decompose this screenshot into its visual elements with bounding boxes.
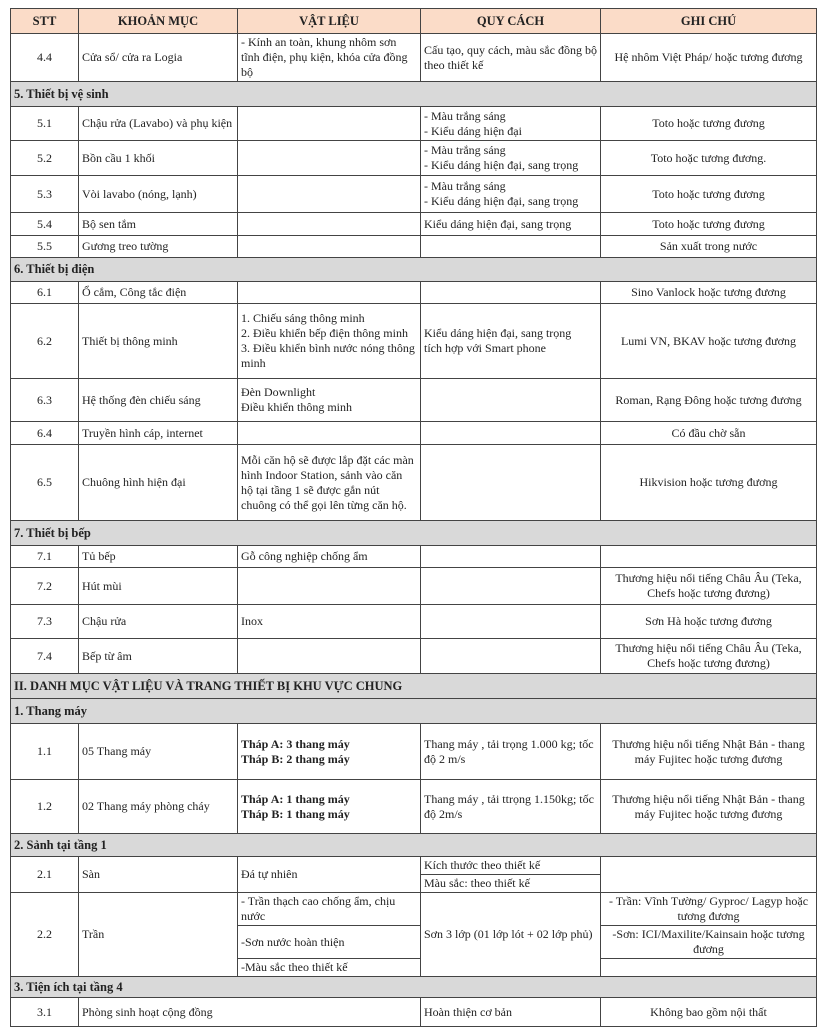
table-row (11, 141, 817, 176)
spec-line: - Kiểu dáng hiện đại, sang trọng (424, 194, 579, 208)
cell-stt: 3.1 (11, 998, 79, 1027)
cell-stt: 6.1 (11, 282, 79, 304)
cell-note: Toto hoặc tương đương (601, 213, 817, 236)
material-line: Tháp A: 1 thang máy (241, 791, 350, 806)
material-line: Đèn Downlight (241, 385, 316, 399)
cell-item: Chậu rửa (Lavabo) và phụ kiện (79, 107, 238, 141)
cell-note: Thương hiệu nổi tiếng Nhật Bản - thang máy Fujitec hoặc tương đương (601, 724, 817, 780)
table-row (11, 857, 817, 875)
cell-spec: Cấu tạo, quy cách, màu sắc đồng bộ theo thiết kế (421, 34, 601, 82)
cell-item: Trần (79, 893, 238, 977)
table-row (11, 780, 817, 834)
material-line: 3. Điều khiển bình nước nóng thông minh (241, 341, 415, 370)
cell-note: Toto hoặc tương đương (601, 107, 817, 141)
cell-spec (421, 141, 601, 176)
cell-item: Hút mùi (79, 568, 238, 605)
cell-spec (421, 445, 601, 521)
table-row (11, 568, 817, 605)
cell-stt: 6.2 (11, 304, 79, 379)
cell-note: Hikvision hoặc tương đương (601, 445, 817, 521)
cell-spec: Màu sắc: theo thiết kế (421, 875, 601, 893)
cell-item: 05 Thang máy (79, 724, 238, 780)
cell-note: Lumi VN, BKAV hoặc tương đương (601, 304, 817, 379)
cell-spec (421, 422, 601, 445)
cell-material (238, 422, 421, 445)
cell-note (601, 546, 817, 568)
cell-item: Hệ thống đèn chiếu sáng (79, 379, 238, 422)
cell-stt: 4.4 (11, 34, 79, 82)
spec-line: - Kiểu dáng hiện đại, sang trọng (424, 158, 579, 172)
cell-note: Không bao gồm nội thất (601, 998, 817, 1027)
table-row (11, 893, 817, 926)
spec-line: Kiểu dáng hiện đại, sang trọng (424, 326, 572, 340)
cell-spec: Hoàn thiện cơ bản (421, 998, 601, 1027)
table-row (11, 107, 817, 141)
table-row (11, 176, 817, 213)
section-row (11, 82, 817, 107)
cell-note (601, 959, 817, 977)
cell-note (601, 857, 817, 893)
cell-material (238, 639, 421, 674)
cell-stt: 5.3 (11, 176, 79, 213)
cell-item: Thiết bị thông minh (79, 304, 238, 379)
cell-note: Toto hoặc tương đương (601, 176, 817, 213)
table-row (11, 639, 817, 674)
cell-note: Thương hiệu nổi tiếng Châu Âu (Teka, Chefs hoặc tương đương) (601, 568, 817, 605)
section-title: 1. Thang máy (11, 699, 817, 724)
table-row (11, 605, 817, 639)
cell-item: Ổ cắm, Công tắc điện (79, 282, 238, 304)
cell-note: Sản xuất trong nước (601, 236, 817, 258)
table-row (11, 34, 817, 82)
cell-stt: 1.2 (11, 780, 79, 834)
material-line: Điều khiển thông minh (241, 400, 352, 414)
material-line: 1. Chiếu sáng thông minh (241, 311, 365, 325)
cell-material (238, 141, 421, 176)
material-line: Tháp A: 3 thang máy (241, 736, 350, 751)
cell-material: Mỗi căn hộ sẽ được lắp đặt các màn hình Indoor Station, sảnh vào căn hộ tại tầng 1 sẽ được gắn nút chuông có thể gọi lên từng căn hộ. (238, 445, 421, 521)
cell-spec: Kích thước theo thiết kế (421, 857, 601, 875)
cell-item: Cửa sổ/ cửa ra Logia (79, 34, 238, 82)
cell-material: Inox (238, 605, 421, 639)
cell-stt: 6.4 (11, 422, 79, 445)
cell-spec (421, 176, 601, 213)
cell-item: Gương treo tường (79, 236, 238, 258)
cell-item: Truyền hình cáp, internet (79, 422, 238, 445)
cell-stt: 2.1 (11, 857, 79, 893)
cell-spec (421, 546, 601, 568)
spec-line: - Kiểu dáng hiện đại (424, 123, 522, 138)
materials-table (10, 8, 817, 1027)
cell-stt: 7.4 (11, 639, 79, 674)
table-row (11, 236, 817, 258)
cell-stt: 7.3 (11, 605, 79, 639)
cell-spec: Kiểu dáng hiện đại, sang trọng (421, 213, 601, 236)
cell-item: Phòng sinh hoạt cộng đồng (79, 998, 421, 1027)
cell-note: Toto hoặc tương đương. (601, 141, 817, 176)
cell-material (238, 213, 421, 236)
spec-line: tích hợp với Smart phone (424, 341, 547, 355)
cell-material: - Kính an toàn, khung nhôm sơn tĩnh điện, phụ kiện, khóa cửa đồng bộ (238, 34, 421, 82)
header-khoan-muc: KHOẢN MỤC (79, 9, 238, 34)
header-ghi-chu: GHI CHÚ (601, 9, 817, 34)
section-title: 3. Tiện ích tại tầng 4 (11, 977, 817, 998)
cell-note: Hệ nhôm Việt Pháp/ hoặc tương đương (601, 34, 817, 82)
cell-stt: 6.3 (11, 379, 79, 422)
cell-item: Bộ sen tắm (79, 213, 238, 236)
cell-stt: 2.2 (11, 893, 79, 977)
cell-spec (421, 639, 601, 674)
table-row (11, 546, 817, 568)
section-row (11, 977, 817, 998)
cell-material: -Sơn nước hoàn thiện (238, 926, 421, 959)
table-row (11, 422, 817, 445)
cell-spec: Thang máy , tải ttrọng 1.150kg; tốc độ 2m/s (421, 780, 601, 834)
cell-material: Đá tự nhiên (238, 857, 421, 893)
cell-material (238, 724, 421, 780)
cell-material (238, 107, 421, 141)
cell-material (238, 304, 421, 379)
cell-stt: 5.4 (11, 213, 79, 236)
material-line: Tháp B: 1 thang máy (241, 806, 350, 821)
cell-material: Gỗ công nghiệp chống ẩm (238, 546, 421, 568)
cell-spec (421, 282, 601, 304)
section-title: 5. Thiết bị vệ sinh (11, 82, 817, 107)
cell-material: - Trần thạch cao chống ẩm, chịu nước (238, 893, 421, 926)
cell-note: -Sơn: ICI/Maxilite/Kainsain hoặc tương đương (601, 926, 817, 959)
cell-item: Bồn cầu 1 khối (79, 141, 238, 176)
cell-item: Bếp từ âm (79, 639, 238, 674)
cell-spec: Thang máy , tải trọng 1.000 kg; tốc độ 2 m/s (421, 724, 601, 780)
cell-material (238, 780, 421, 834)
table-row (11, 282, 817, 304)
material-line: 2. Điều khiển bếp điện thông minh (241, 326, 408, 340)
section-title: 6. Thiết bị điện (11, 258, 817, 282)
header-stt: STT (11, 9, 79, 34)
cell-note: Thương hiệu nổi tiếng Nhật Bản - thang máy Fujitec hoặc tương đương (601, 780, 817, 834)
cell-item: Vòi lavabo (nóng, lạnh) (79, 176, 238, 213)
cell-note: Có đầu chờ sẵn (601, 422, 817, 445)
spec-line: - Màu trắng sáng (424, 143, 506, 157)
cell-material (238, 568, 421, 605)
section-title: 7. Thiết bị bếp (11, 521, 817, 546)
cell-spec (421, 379, 601, 422)
section-row (11, 258, 817, 282)
section-title: 2. Sảnh tại tầng 1 (11, 834, 817, 857)
cell-note: Sino Vanlock hoặc tương đương (601, 282, 817, 304)
header-vat-lieu: VẬT LIỆU (238, 9, 421, 34)
cell-material: -Màu sắc theo thiết kế (238, 959, 421, 977)
cell-spec (421, 107, 601, 141)
section-row (11, 674, 817, 699)
cell-item: Chuông hình hiện đại (79, 445, 238, 521)
cell-item: Tủ bếp (79, 546, 238, 568)
cell-stt: 1.1 (11, 724, 79, 780)
table-row (11, 724, 817, 780)
table-row (11, 304, 817, 379)
cell-stt: 6.5 (11, 445, 79, 521)
part-title: II. DANH MỤC VẬT LIỆU VÀ TRANG THIẾT BỊ KHU VỰC CHUNG (11, 674, 817, 699)
cell-spec (421, 304, 601, 379)
section-row (11, 834, 817, 857)
section-row (11, 699, 817, 724)
spec-line: - Màu trắng sáng (424, 108, 506, 123)
cell-stt: 5.5 (11, 236, 79, 258)
section-row (11, 521, 817, 546)
cell-note: Sơn Hà hoặc tương đương (601, 605, 817, 639)
cell-item: Chậu rửa (79, 605, 238, 639)
cell-note: Thương hiệu nổi tiếng Châu Âu (Teka, Chefs hoặc tương đương) (601, 639, 817, 674)
cell-item: Sàn (79, 857, 238, 893)
cell-material (238, 282, 421, 304)
cell-stt: 7.2 (11, 568, 79, 605)
cell-spec (421, 236, 601, 258)
cell-item: 02 Thang máy phòng cháy (79, 780, 238, 834)
table-row (11, 445, 817, 521)
cell-spec (421, 568, 601, 605)
table-header-row (11, 9, 817, 34)
cell-note: Roman, Rạng Đông hoặc tương đương (601, 379, 817, 422)
cell-note: - Trần: Vĩnh Tường/ Gyproc/ Lagyp hoặc tương đương (601, 893, 817, 926)
cell-stt: 5.2 (11, 141, 79, 176)
cell-material (238, 176, 421, 213)
cell-spec: Sơn 3 lớp (01 lớp lót + 02 lớp phủ) (421, 893, 601, 977)
cell-spec (421, 605, 601, 639)
table-row (11, 379, 817, 422)
cell-material (238, 236, 421, 258)
header-quy-cach: QUY CÁCH (421, 9, 601, 34)
material-line: Tháp B: 2 thang máy (241, 751, 350, 766)
table-row (11, 213, 817, 236)
cell-material (238, 379, 421, 422)
spec-line: - Màu trắng sáng (424, 179, 506, 193)
cell-stt: 5.1 (11, 107, 79, 141)
table-row (11, 998, 817, 1027)
cell-stt: 7.1 (11, 546, 79, 568)
